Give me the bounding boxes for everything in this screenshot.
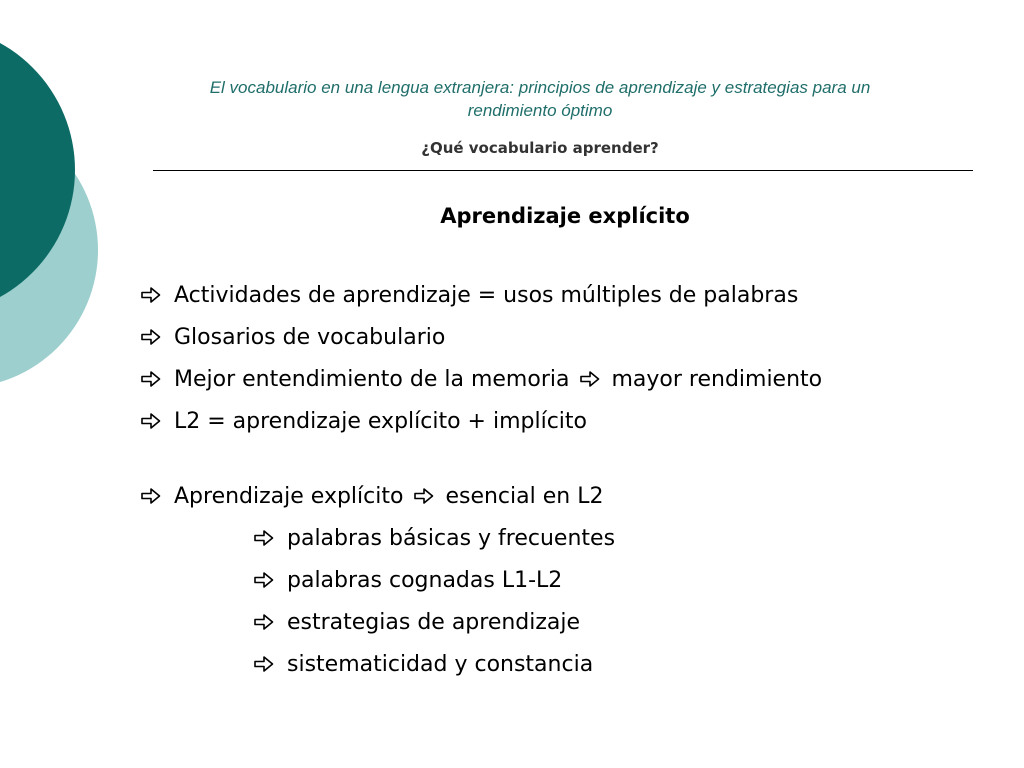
list-item bbox=[140, 601, 615, 643]
right-arrow-icon bbox=[579, 368, 601, 390]
decorative-circles bbox=[0, 0, 120, 420]
bullet-text: sistematicidad y constancia bbox=[287, 651, 594, 677]
list-item bbox=[140, 475, 615, 517]
right-arrow-icon bbox=[140, 410, 162, 432]
list-item bbox=[140, 358, 822, 400]
title-divider bbox=[153, 170, 973, 171]
bullet-text: mayor rendimiento bbox=[611, 366, 823, 392]
bullet-text: Aprendizaje explícito bbox=[174, 483, 404, 509]
bullet-text: L2 = aprendizaje explícito + implícito bbox=[174, 408, 588, 434]
right-arrow-icon bbox=[253, 527, 275, 549]
bullet-list-1 bbox=[140, 274, 822, 442]
right-arrow-icon bbox=[253, 653, 275, 675]
bullet-text: palabras cognadas L1-L2 bbox=[287, 567, 563, 593]
bullet-text: Mejor entendimiento de la memoria bbox=[174, 366, 570, 392]
section-heading: Aprendizaje explícito bbox=[440, 204, 690, 228]
right-arrow-icon bbox=[253, 569, 275, 591]
bullet-text: estrategias de aprendizaje bbox=[287, 609, 581, 635]
slide-question: ¿Qué vocabulario aprender? bbox=[421, 139, 659, 157]
subtitle-line-1: El vocabulario en una lengua extranjera: principios de aprendizaje y estrategias para un bbox=[209, 78, 871, 97]
bullet-text: Glosarios de vocabulario bbox=[174, 324, 446, 350]
list-item bbox=[140, 274, 822, 316]
bullet-list-2 bbox=[140, 475, 615, 685]
right-arrow-icon bbox=[140, 485, 162, 507]
bullet-text: palabras básicas y frecuentes bbox=[287, 525, 616, 551]
right-arrow-icon bbox=[140, 284, 162, 306]
right-arrow-icon bbox=[140, 326, 162, 348]
list-item bbox=[140, 316, 822, 358]
right-arrow-icon bbox=[413, 485, 435, 507]
right-arrow-icon bbox=[140, 368, 162, 390]
list-item bbox=[140, 559, 615, 601]
bullet-text: Actividades de aprendizaje = usos múltiples de palabras bbox=[174, 282, 799, 308]
list-item bbox=[140, 517, 615, 559]
bullet-text: esencial en L2 bbox=[445, 483, 604, 509]
list-item bbox=[140, 643, 615, 685]
list-item bbox=[140, 400, 822, 442]
subtitle-line-2: rendimiento óptimo bbox=[467, 101, 613, 120]
right-arrow-icon bbox=[253, 611, 275, 633]
slide-subtitle bbox=[150, 76, 930, 122]
